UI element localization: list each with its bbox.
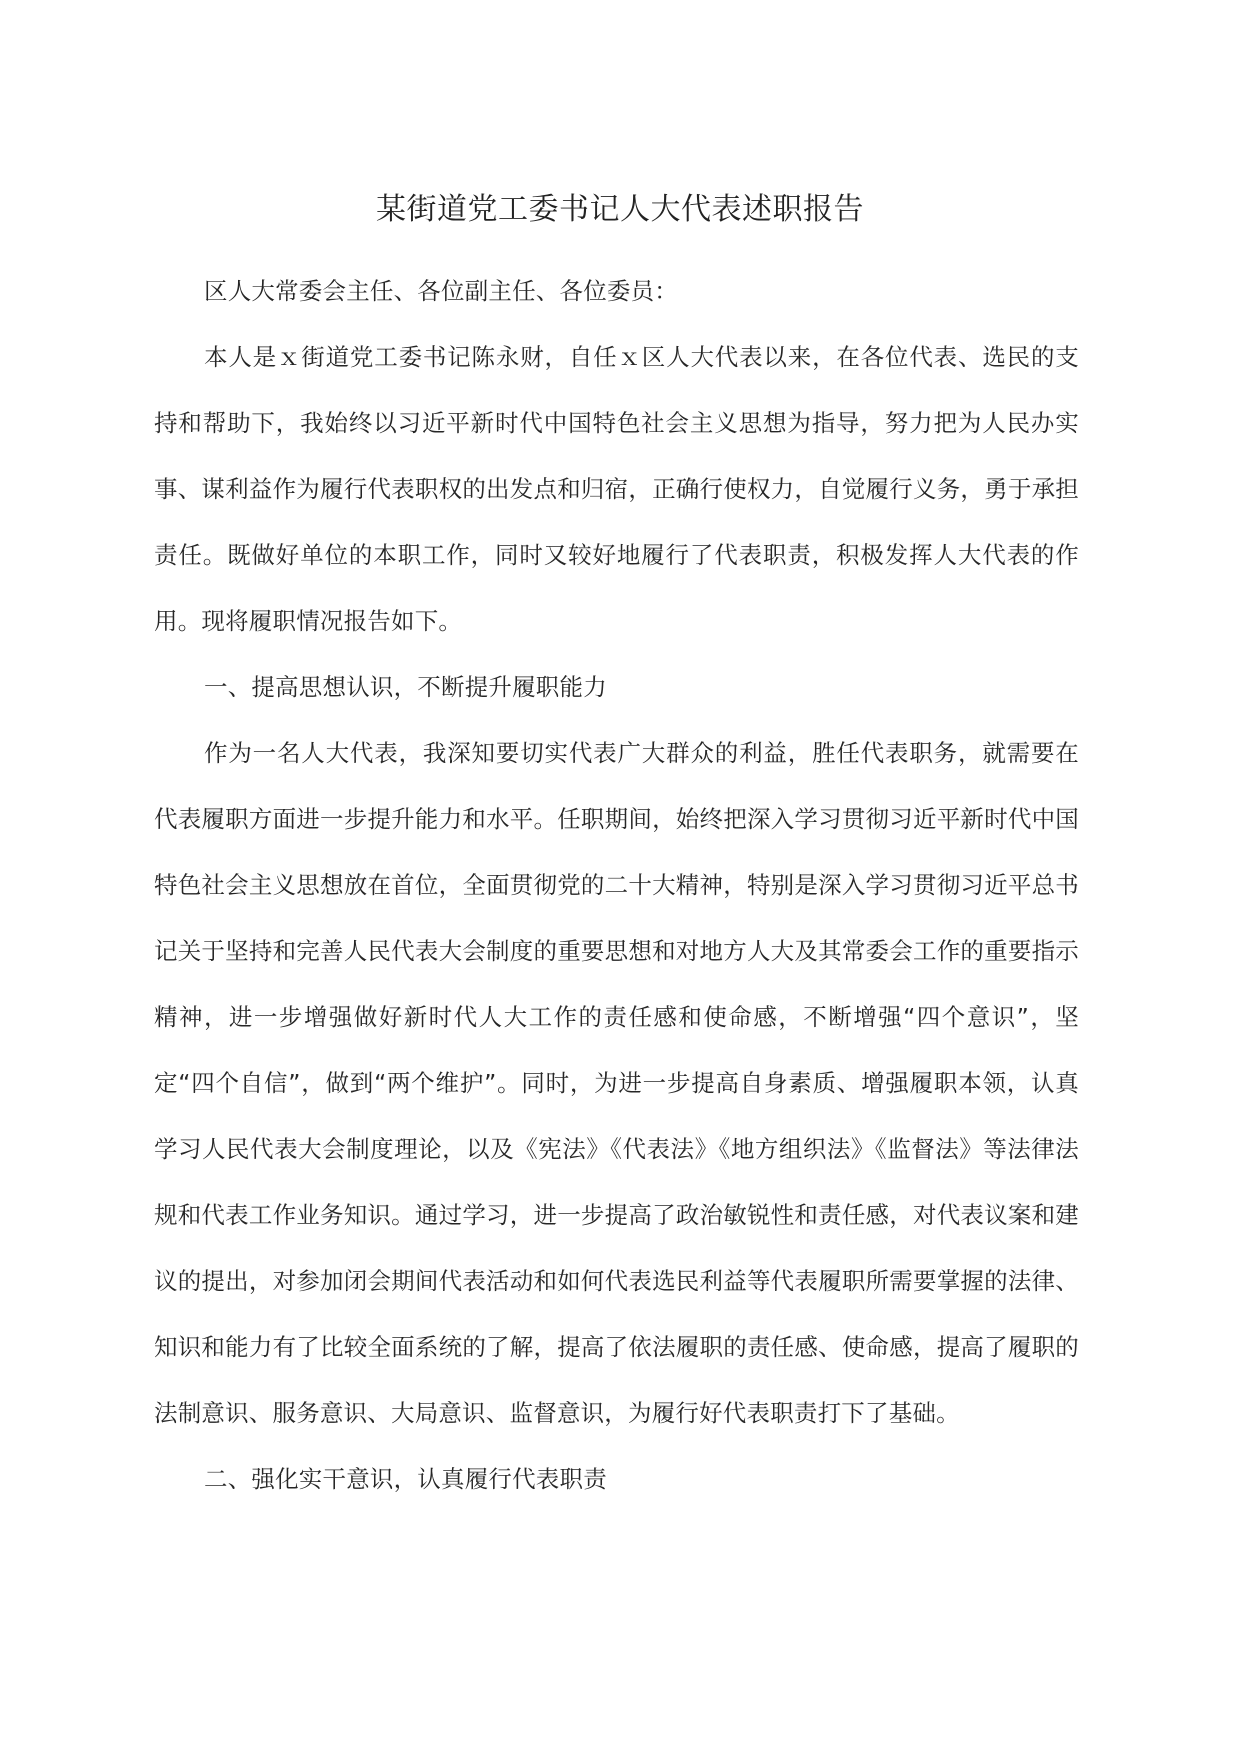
salutation-paragraph: 区人大常委会主任、各位副主任、各位委员： (204, 277, 678, 305)
intro-paragraph: 本人是ｘ街道党工委书记陈永财，自任ｘ区人大代表以来，在各位代表、选民的支持和帮助下，我始终以习近平新时代中国特色社会主义思想为指导，努力把为人民办实事、谋利益作为履行代表职权的出发点和归宿，正确行使权力，自觉履行义务，勇于承担责任。既做好单位的本职工作，同时又较好地履行了代表职责，积极发挥人大代表的作用。现将履职情况报告如下。 (154, 343, 1079, 635)
section-heading-1: 一、提高思想认识，不断提升履职能力 (204, 673, 607, 701)
section-1-paragraph: 作为一名人大代表，我深知要切实代表广大群众的利益，胜任代表职务，就需要在代表履职方面进一步提升能力和水平。任职期间，始终把深入学习贯彻习近平新时代中国特色社会主义思想放在首位，全面贯彻党的二十大精神，特别是深入学习贯彻习近平总书记关于坚持和完善人民代表大会制度的重要思想和对地方人大及其常委会工作的重要指示精神，进一步增强做好新时代人大工作的责任感和使命感，不断增强“四个意识”，坚定“四个自信”，做到“两个维护”。同时，为进一步提高自身素质、增强履职本领，认真学习人民代表大会制度理论，以及《宪法》《代表法》《地方组织法》《监督法》等法律法规和代表工作业务知识。通过学习，进一步提高了政治敏锐性和责任感，对代表议案和建议的提出，对参加闭会期间代表活动和如何代表选民利益等代表履职所需要掌握的法律、知识和能力有了比较全面系统的了解，提高了依法履职的责任感、使命感，提高了履职的法制意识、服务意识、大局意识、监督意识，为履行好代表职责打下了基础。 (154, 739, 1079, 1427)
document-body (154, 258, 1079, 1512)
document-title: 某街道党工委书记人大代表述职报告 (376, 192, 864, 227)
section-heading-2: 二、强化实干意识，认真履行代表职责 (204, 1465, 607, 1493)
